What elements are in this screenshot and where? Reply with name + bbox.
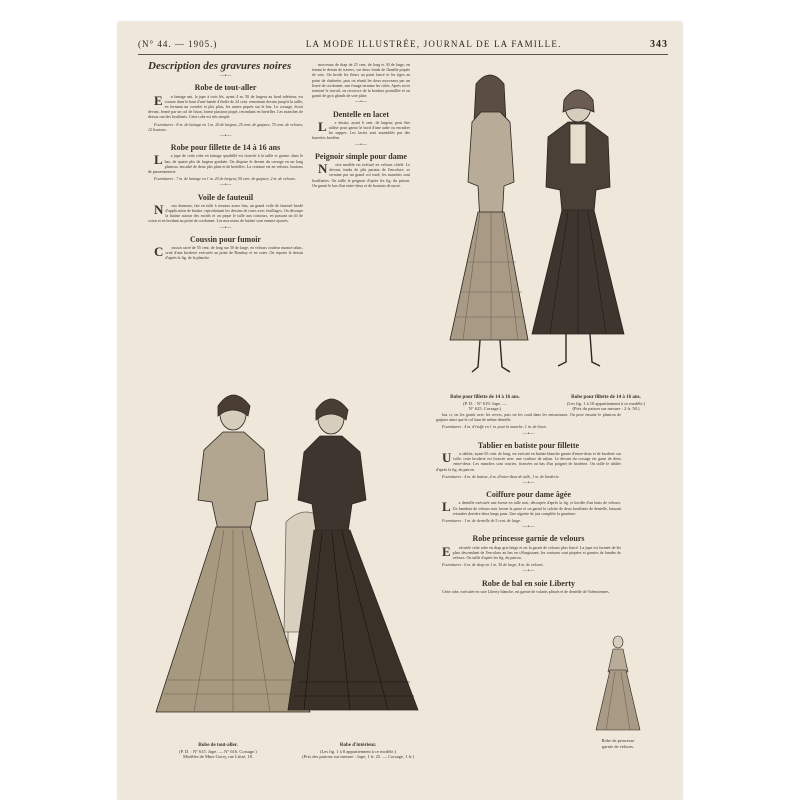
- drop-cap: L: [318, 118, 327, 134]
- article-supplies: Fournitures : 4 m. de batiste, 4 m. d'entre-deux de tulle, 1 m. de broderie.: [442, 473, 560, 479]
- caption-small-dress: [586, 738, 650, 749]
- caption-line: N° 625. Corsage.): [468, 406, 502, 411]
- caption-woman-left: [148, 742, 288, 760]
- girl-figure-right: [532, 90, 624, 366]
- section-separator: —•—: [355, 100, 367, 106]
- journal-title: LA MODE ILLUSTRÉE, JOURNAL DE LA FAMILLE.: [305, 39, 562, 49]
- section-separator: —•—: [522, 569, 535, 575]
- left-text-column: [148, 62, 303, 397]
- article-text: n lainage uni, la jupe à trois lés, ayant 4 m. 50 de largeur au bord inférieur, est cousue dans le haut d'une bande d'étoffe de 24 cent. remontant devant jusqu'à la taille, en formant un corselet et plis plats, les autres piqués sur le bas. Le corsage, étroit devant, fermé par un col de linon, forme plastron piqué, retombant en bretelles. Les manches de dessus ont des bouffants. Cette robe est très simple.: [148, 93, 303, 120]
- article-text: n tablier, ayant 65 cent. de long, est exécuté en batiste blanche garnie d'entre-deux et de broderie sur tulle; cette broderie est froncée avec une coulisse de ruban. Le devant du corsage est garni de deux entre-deux. Les manches sont courtes, froncées au bas d'un poignet de broderie. On taille le tablier d'après la fig. du patron.: [436, 451, 621, 472]
- caption-line: Robe de princesse: [601, 738, 635, 743]
- drop-cap: N: [154, 201, 164, 217]
- issue-number: (N° 44. — 1905.): [138, 39, 218, 49]
- article-paragraph: [312, 162, 410, 188]
- caption-line: (Prix des patrons sur mesure : Jupe, 1 fr. 25. — Corsage, 1 fr.): [302, 754, 414, 759]
- magazine-page: [118, 22, 682, 800]
- section-title: Description des gravures noires: [148, 60, 292, 72]
- section-separator: —•—: [522, 525, 535, 531]
- article-heading: Tablier en batiste pour fillette: [477, 440, 580, 450]
- caption-line: Modèles de Mme Gorry, rue Littré, 18.: [182, 754, 254, 759]
- section-separator: —•—: [355, 142, 367, 148]
- article-text: a dentelle exécutée une forme en tulle noir, découpée d'après la fig. et bordée d'un biais de velours. Un bandeau de velours noir forme la passe et on garnit la calotte de deux bouffants de dentelle, laissant retomber derrière deux longs pans. Une aigrette de jais complète la garniture.: [452, 500, 621, 516]
- article-paragraph: [436, 545, 621, 561]
- caption-title: Robe pour fillette de 14 à 16 ans.: [450, 395, 520, 400]
- article-heading: Voile de fauteuil: [197, 192, 254, 202]
- middle-text-column: [312, 62, 410, 392]
- section-separator: —•—: [522, 431, 535, 437]
- caption-line: (P. D. : N° 615. Jupe. — N° 616. Corsage.): [179, 748, 257, 754]
- drop-cap: L: [154, 152, 163, 168]
- article-supplies: Fournitures : 4 m. d'étoffe en 1 m. pour la manche, 1 m. de linon.: [442, 424, 547, 430]
- drop-cap: E: [442, 543, 451, 559]
- drop-cap: L: [442, 499, 451, 515]
- caption-line: (Les fig. 1 à 10 appartiennent à ce modèle.): [566, 400, 646, 406]
- article-text: a jupe de cette robe en lainage quadrillé est froncée à la taille et garnie, dans le bas, de quatre plis de largeur graduée. On dispose le devant du corsage en un long plastron, encadré de deux plis plats et de bretelles. La ceinture est en velours, boutons de passementerie.: [148, 153, 303, 175]
- drop-cap: N: [318, 161, 328, 177]
- girl-figure-left: [450, 75, 528, 372]
- caption-girl-right: [546, 394, 666, 412]
- section-separator: —•—: [219, 74, 232, 80]
- caption-line: garnie de velours.: [601, 743, 635, 749]
- article-paragraph: [312, 120, 410, 141]
- caption-title: Robe pour fillette de 14 à 16 ans.: [571, 395, 641, 400]
- article-heading: Peignoir simple pour dame: [315, 151, 407, 161]
- article-heading: Robe de bal en soie Liberty: [481, 578, 576, 588]
- article-text: ous donnons, fait en tulle à reseaux assez fins, un grand voile de fauteuil brodé d'application de batiste, reproduisant les dessins de roses avec feuillages. On découpe la batiste autour des motifs et on pique le tulle aux contours, en passant un fil de coton et en brodant au point de cordonnet. Les morceaux de batiste sont ensuite ajourés.: [148, 202, 303, 224]
- page-header: [138, 36, 668, 52]
- article-paragraph: [148, 153, 303, 174]
- article-text: Cette robe, exécutée en soie Liberty blanche, est garnie de volants plissés et de dentelle de Valenciennes.: [442, 588, 610, 594]
- article-text: e dessin, ayant 6 cent. de largeur, peut être utilisé pour garnir le bord d'une aube ou encadrer les nappes. Les lacets sont assemblés par des barrettes brodées.: [312, 119, 410, 141]
- caption-title: Robe d'intérieur.: [339, 743, 377, 748]
- article-heading: Robe princesse garnie de velours: [472, 534, 585, 544]
- article-paragraph: [148, 203, 303, 224]
- article-text: otre modèle est exécuté en velours côtelé. Le devant, tendu de plis partant de l'encolure, se termine par un grand col rond; les manches sont bouffantes. On taille le peignoir d'après les fig. du patron. On garnit le bas d'un entre-deux et de boutons de nacre.: [312, 162, 410, 188]
- caption-line: (Les fig. 1 à 8 appartiennent à ce modèle.): [320, 748, 396, 754]
- drop-cap: U: [442, 450, 452, 466]
- article-paragraph: [436, 589, 621, 594]
- article-paragraph: [312, 62, 410, 98]
- article-supplies: Fournitures : 7 m. de lainage en 1 m. 20 de largeur, 50 cent. de guipure, 2 m. de velours.: [154, 176, 296, 182]
- illustration-girls-dresses: [418, 62, 678, 392]
- article-paragraph: [436, 451, 621, 472]
- article-paragraph: [148, 94, 303, 120]
- article-heading: Robe de tout-aller: [194, 83, 257, 93]
- article-heading: Coussin pour fumoir: [190, 234, 261, 244]
- header-rule: [138, 54, 668, 55]
- section-separator: —•—: [522, 481, 535, 487]
- article-paragraph: [148, 245, 303, 261]
- article-heading: Coiffure pour dame âgée: [486, 490, 571, 500]
- article-heading: Robe pour fillette de 14 à 16 ans: [170, 143, 281, 153]
- page-number: 343: [650, 38, 668, 50]
- article-paragraph: [436, 412, 621, 422]
- article-text: oussin carré de 55 cent. de long sur 50 de large, en velours couleur nuance tabac, orné d'une broderie exécutée au point de Bombay et en soies. On reporte le dessin d'après la fig. de la planche.: [165, 245, 303, 261]
- section-separator: —•—: [219, 183, 232, 189]
- caption-girl-left: [430, 394, 540, 412]
- article-supplies: Fournitures : 6 m. de drap en 1 m. 30 de large, 4 m. de velours.: [442, 562, 544, 568]
- caption-line: (Prix du patron sur mesure : 2 fr. 50.): [572, 406, 640, 411]
- caption-title: Robe de tout-aller.: [198, 743, 238, 748]
- illustration-small-dress: [588, 632, 648, 737]
- drop-cap: E: [154, 92, 163, 108]
- article-text: morceaux de drap de 25 cent. de long et 30 de large, en tenant le dessin de travers, sur deux fonds de flanelle piqués de soie. On brode les fleurs au point lancé et les tiges au point de chaînette, puis on réunit les deux morceaux par un liseré de cordonnet, une frange termine les côtés. Après avoir terminé le travail, on recouvre de la bordure pointillée et on garnit de gros glands de soie plate.: [312, 62, 410, 99]
- article-heading: Dentelle en lacet: [333, 109, 389, 119]
- section-separator: —•—: [219, 225, 232, 231]
- drop-cap: C: [154, 244, 164, 260]
- caption-woman-right: [283, 742, 433, 760]
- article-paragraph: [436, 500, 621, 516]
- article-supplies: Fournitures : 8 m. de lainage en 1 m. 20 de largeur, 25 cent. de guipure, 75 cent. de velours, 12 boutons.: [148, 121, 303, 132]
- article-supplies: Fournitures : 1 m. de dentelle de 5 cent. de large.: [442, 518, 522, 524]
- section-separator: —•—: [219, 134, 232, 140]
- article-text: xécutée cette robe en drap gris beige et on la garnit de velours plus foncé. La jupe est formée de lés plats descendant de l'encolure au bas en s'élargissant; les coutures sont piquées et garnies de bandes de velours. On taille d'après les fig. du patron.: [452, 544, 621, 561]
- article-text: bas ct, on les garnit avec les revers, puis on les coud dans les entournures. On pose ensuite le plastron de guipure ainsi que le col haut de même dentelle.: [436, 412, 621, 423]
- caption-line: (P. D. : N° 619. Jupe. —: [463, 400, 507, 406]
- illustration-women-dresses: [138, 382, 438, 747]
